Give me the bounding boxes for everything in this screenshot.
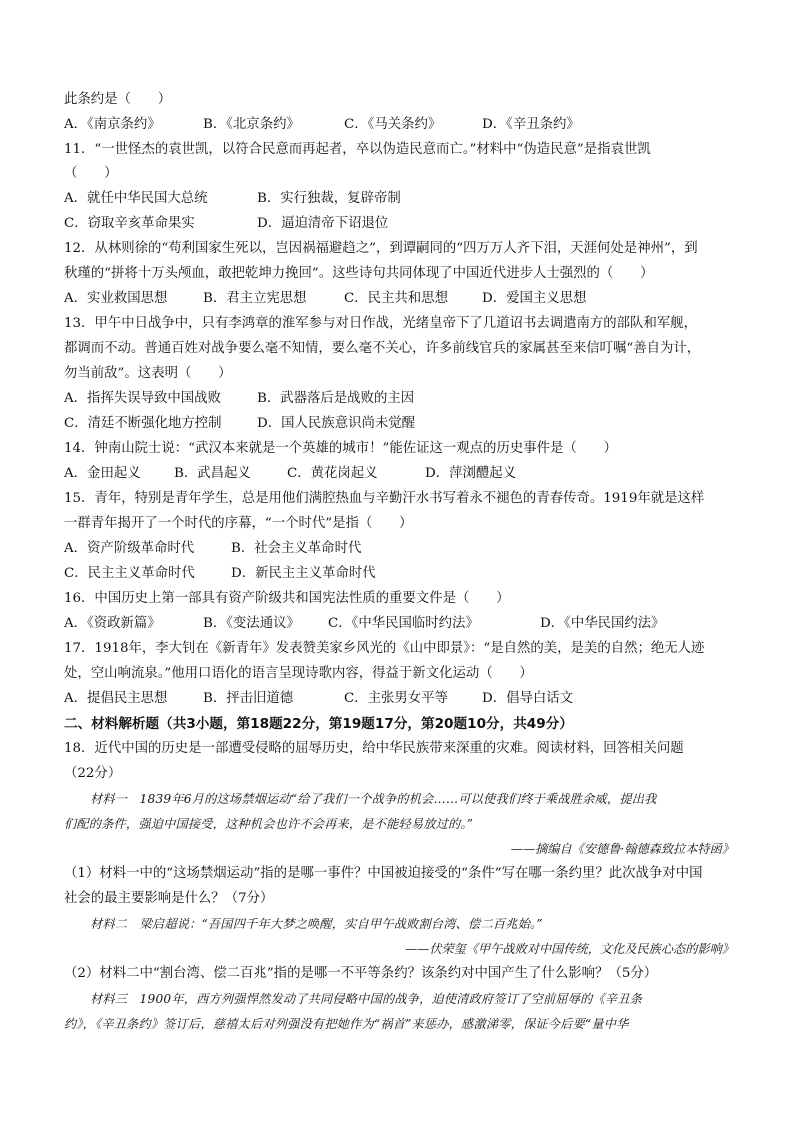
q10-stem-continuation: 此条约是（ ）: [64, 92, 172, 107]
q17-option-d[interactable]: D．倡导白话文: [482, 691, 574, 706]
section-2-heading: 二、材料解析题（共3小题，第18题22分，第19题17分，第20题10分，共49分）: [64, 716, 573, 732]
q13-stem-line-2: 都调而不动。普通百姓对战争要么毫不知情，要么毫不关心，许多前线官兵的家属甚至来信叮嘱“善自为计，: [64, 341, 701, 356]
q17-stem-line-2: 处，空山响流泉。”他用口语化的语言呈现诗歌内容，得益于新文化运动（ ）: [64, 666, 533, 681]
q16-option-b[interactable]: B．《变法通议》: [203, 616, 300, 631]
q18-stem-line-1: 18．近代中国的历史是一部遭受侵略的屈辱历史，给中华民族带来深重的灾难。阅读材料，回答相关问题: [64, 741, 684, 756]
q18-sub-question-1-line-1: （1）材料一中的“这场禁烟运动”指的是哪一事件？中国被迫接受的“条件”写在哪一条约里？此次战争对中国: [64, 866, 703, 881]
q13-option-b[interactable]: B．武器落后是战败的主因: [257, 391, 415, 406]
q16-option-a[interactable]: A．《资政新篇》: [64, 616, 161, 631]
q12-stem-line-2: 秋瑾的“拼将十万头颅血，敢把乾坤力挽回”。这些诗句共同体现了中国近代进步人士强烈的（ ）: [64, 266, 654, 281]
q18-material-3-line-2: 约》，《辛丑条约》签订后，慈禧太后对列强没有把她作为“祸首”来惩办，感激涕零，保证今后要“量中华: [64, 1017, 629, 1031]
q18-material-1-line-2: 们配的条件，强迫中国接受，这种机会也许不会再来，是不能轻易放过的。”: [64, 817, 474, 831]
q12-option-c[interactable]: C．民主共和思想: [344, 291, 448, 306]
q13-option-a[interactable]: A．指挥失误导致中国战败: [64, 391, 221, 406]
q14-option-d[interactable]: D．萍浏醴起义: [425, 466, 517, 481]
q17-option-a[interactable]: A．提倡民主思想: [64, 691, 168, 706]
q18-material-3-line-1: 材料三 1900年，西方列强悍然发动了共同侵略中国的战争，迫使清政府签订了空前屈辱的《辛丑条: [90, 992, 643, 1006]
q12-stem-line-1: 12．从林则徐的“苟利国家生死以，岂因祸福避趋之”，到谭嗣同的“四万万人齐下泪，天涯何处是神州”，到: [64, 241, 698, 256]
q13-stem-line-1: 13．甲午中日战争中，只有李鸿章的淮军参与对日作战，光绪皇帝下了几道诏书去调遣南方的部队和军舰，: [64, 316, 698, 331]
q14-option-b[interactable]: B．武昌起义: [174, 466, 251, 481]
q15-option-b[interactable]: B．社会主义革命时代: [231, 541, 362, 556]
q11-answer-paren: （ ）: [64, 166, 118, 181]
q11-option-b[interactable]: B．实行独裁，复辟帝制: [257, 191, 401, 206]
q10-option-a[interactable]: A．《南京条约》: [64, 117, 161, 132]
q15-option-a[interactable]: A．资产阶级革命时代: [64, 541, 195, 556]
q15-stem-line-2: 一群青年揭开了一个时代的序幕，“一个时代”是指（ ）: [64, 516, 413, 531]
q16-option-d[interactable]: D．《中华民国约法》: [540, 616, 665, 631]
q11-stem: 11．“一世怪杰的袁世凯，以符合民意而再起者，卒以伪造民意而亡。”材料中“伪造民意”是指袁世凯: [64, 142, 651, 157]
q11-option-d[interactable]: D．逼迫清帝下诏退位: [257, 216, 389, 231]
q15-option-d[interactable]: D．新民主主义革命时代: [231, 566, 376, 581]
q16-option-c[interactable]: C．《中华民国临时约法》: [328, 616, 479, 631]
q11-option-a[interactable]: A．就任中华民国大总统: [64, 191, 208, 206]
q12-option-d[interactable]: D．爱国主义思想: [482, 291, 587, 306]
q18-material-1-line-1: 材料一 1839年6月的这场禁烟运动“给了我们一个战争的机会……可以使我们终于乘战胜余威，提出我: [90, 792, 657, 806]
q11-option-c[interactable]: C．窃取辛亥革命果实: [64, 216, 195, 231]
q10-option-c[interactable]: C．《马关条约》: [344, 117, 442, 132]
q18-stem-line-2: （22分）: [64, 766, 122, 781]
q13-option-c[interactable]: C．清廷不断强化地方控制: [64, 416, 222, 431]
q18-sub-question-1-line-2: 社会的最主要影响是什么？（7分）: [64, 891, 274, 906]
q14-stem: 14．钟南山院士说：“武汉本来就是一个英雄的城市！”能佐证这一观点的历史事件是（ ）: [64, 441, 617, 456]
q10-option-d[interactable]: D．《辛丑条约》: [482, 117, 580, 132]
q17-option-c[interactable]: C．主张男女平等: [344, 691, 448, 706]
q18-material-2-source: ——伏荣玺《甲午战败对中国传统，文化及民族心态的影响》: [404, 942, 734, 956]
q17-stem-line-1: 17．1918年，李大钊在《新青年》发表赞美家乡风光的《山中即景》：“是自然的美，是美的自然；绝无人迹: [64, 641, 705, 656]
q15-option-c[interactable]: C．民主主义革命时代: [64, 566, 195, 581]
q15-stem-line-1: 15．青年，特别是青年学生，总是用他们满腔热血与辛勤汗水书写着永不褪色的青春传奇。1919年就是这样: [64, 491, 705, 506]
q17-option-b[interactable]: B．抨击旧道德: [203, 691, 294, 706]
q12-option-b[interactable]: B．君主立宪思想: [203, 291, 307, 306]
q13-option-d[interactable]: D．国人民族意识尚未觉醒: [257, 416, 416, 431]
q16-stem: 16．中国历史上第一部具有资产阶级共和国宪法性质的重要文件是（ ）: [64, 591, 510, 606]
q18-material-1-source: ——摘编自《安德鲁·翰德森致拉本特函》: [510, 842, 734, 856]
q18-material-2: 材料二 梁启超说：“吾国四千年大梦之唤醒，实自甲午战败割台湾、偿二百兆始。”: [90, 917, 543, 931]
q14-option-a[interactable]: A．金田起义: [64, 466, 141, 481]
q18-sub-question-2: （2）材料二中“割台湾、偿二百兆”指的是哪一不平等条约？该条约对中国产生了什么影响？（5分）: [64, 966, 658, 981]
q12-option-a[interactable]: A．实业救国思想: [64, 291, 168, 306]
q10-option-b[interactable]: B．《北京条约》: [203, 117, 300, 132]
q14-option-c[interactable]: C．黄花岗起义: [287, 466, 378, 481]
q13-stem-line-3: 勿当前敌”。这表明（ ）: [64, 366, 232, 381]
